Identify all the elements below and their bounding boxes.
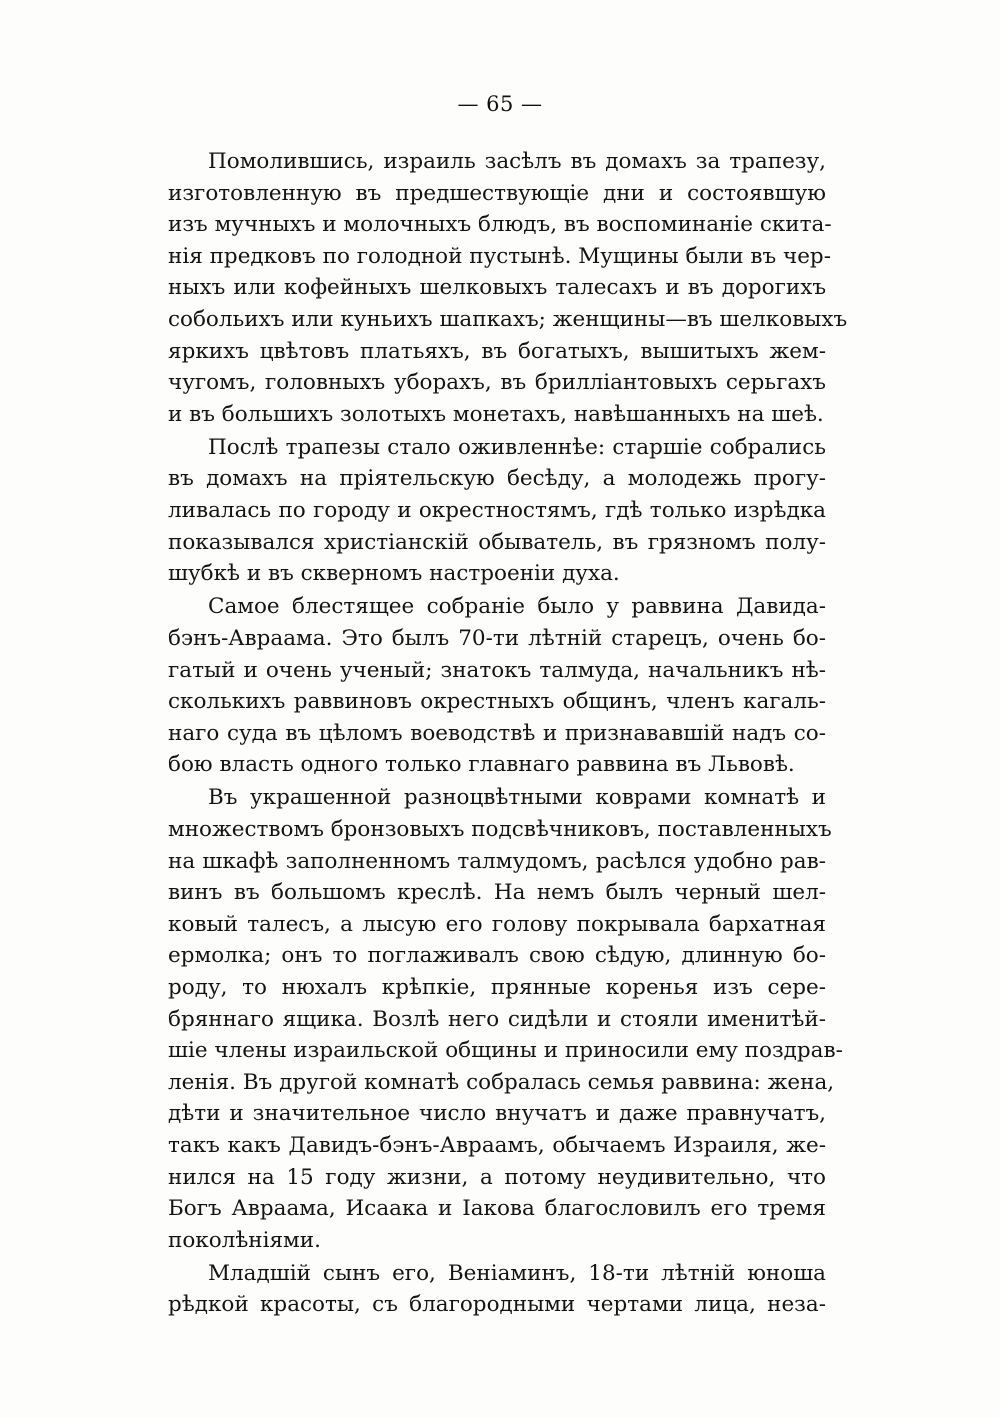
- paragraph: [168, 146, 848, 430]
- text-line: Въ украшенной разноцвѣтными коврами комнатѣ и: [208, 785, 826, 811]
- text-line: роду, то нюхалъ крѣпкіе, прянные коренья изъ сере-: [168, 974, 826, 1000]
- text-line: изготовленную въ предшествующіе дни и состоявшую: [168, 180, 826, 206]
- text-line: Послѣ трапезы стало оживленнѣе: старшіе собрались: [208, 434, 826, 460]
- text-line: бэнъ-Авраама. Это былъ 70-ти лѣтній старецъ, очень бо-: [168, 625, 826, 651]
- text-line: шіе члены израильской общины и приносили ему поздрав-: [168, 1038, 843, 1064]
- text-line: бряннаго ящика. Возлѣ него сидѣли и стояли именитѣй-: [168, 1006, 826, 1032]
- text-line: бою власть одного только главнаго раввина въ Львовѣ.: [168, 752, 795, 778]
- text-line: ныхъ или кофейныхъ шелковыхъ талесахъ и въ дорогихъ: [168, 275, 826, 301]
- text-line: шубкѣ и въ скверномъ настроеніи духа.: [168, 561, 620, 587]
- paragraph: [168, 1258, 826, 1321]
- text-line: ермолка; онъ то поглаживалъ свою сѣдую, длинную бо-: [168, 943, 826, 969]
- text-line: ковый талесъ, а лысую его голову покрывала бархатная: [168, 911, 826, 937]
- text-line: въ домахъ на пріятельскую бесѣду, а молодежь прогу-: [168, 466, 826, 492]
- text-line: Помолившись, израиль засѣлъ въ домахъ за трапезу,: [208, 149, 826, 174]
- text-line: дѣти и значительное число внучатъ и даже правнучатъ,: [168, 1101, 826, 1127]
- paragraph: [168, 432, 826, 590]
- text-line: нія предковъ по голодной пустынѣ. Мущины были въ чер-: [168, 243, 831, 269]
- text-line: Самое блестящее собраніе было у раввина Давида-: [208, 594, 826, 620]
- text-line: гатый и очень ученый; знатокъ талмуда, начальникъ нѣ-: [168, 657, 826, 683]
- text-line: изъ мучныхъ и молочныхъ блюдъ, въ воспоминаніе скита-: [168, 212, 832, 238]
- text-line: множествомъ бронзовыхъ подсвѣчниковъ, поставленныхъ: [168, 816, 832, 842]
- text-line: собольихъ или куньихъ шапкахъ; женщины—въ шелковыхъ: [168, 306, 848, 332]
- text-line: наго суда въ цѣломъ воеводствѣ и признававшій надъ со-: [168, 720, 826, 746]
- text-line: Богъ Авраама, Исаака и Іакова благословилъ его тремя: [168, 1196, 826, 1222]
- text-line: и въ большихъ золотыхъ монетахъ, навѣшанныхъ на шеѣ.: [168, 401, 824, 427]
- text-line: чугомъ, головныхъ уборахъ, въ бриллiантовыхъ серьгахъ: [168, 370, 826, 396]
- text-line: ленія. Въ другой комнатѣ собралась семья раввина: жена,: [168, 1069, 835, 1095]
- text-line: рѣдкой красоты, съ благородными чертами лица, неза-: [168, 1292, 826, 1318]
- text-line: винъ въ большомъ креслѣ. На немъ былъ черный шел-: [168, 880, 826, 906]
- page-number: — 65 —: [457, 92, 543, 116]
- text-line: нился на 15 году жизни, а потому неудивительно, что: [168, 1164, 826, 1190]
- text-line: сколькихъ раввиновъ окрестныхъ общинъ, членъ кагаль-: [168, 689, 826, 715]
- text-line: такъ какъ Давидъ-бэнъ-Авраамъ, обычаемъ Израиля, же-: [168, 1132, 826, 1158]
- text-line: на шкафѣ заполненномъ талмудомъ, расѣлся удобно рав-: [168, 848, 826, 874]
- text-line: ливалась по городу и окрестностямъ, гдѣ только изрѣдка: [168, 498, 826, 524]
- paragraph: [168, 591, 826, 781]
- body-text: [168, 146, 848, 1322]
- text-line: поколѣніями.: [168, 1227, 321, 1253]
- text-line: Младшій сынъ его, Веніаминъ, 18-ти лѣтній юноша: [208, 1260, 826, 1286]
- paragraph: [168, 782, 843, 1256]
- text-line: яркихъ цвѣтовъ платьяхъ, въ богатыхъ, вышитыхъ жем-: [168, 338, 826, 364]
- text-line: показывался христіанскій обыватель, въ грязномъ полу-: [168, 529, 826, 555]
